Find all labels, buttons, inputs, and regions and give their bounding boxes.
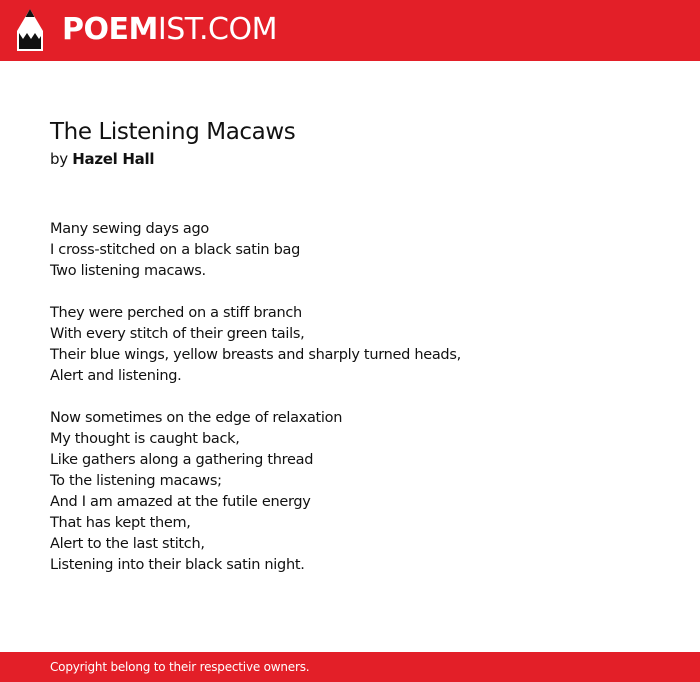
poem-line: That has kept them, [50,515,191,531]
by-label: by [50,150,68,168]
stanza-3 [50,408,670,576]
poem-body [50,219,670,597]
poem-line: Many sewing days ago [50,221,209,237]
poem-line: Alert and listening. [50,368,182,384]
poem-line: Now sometimes on the edge of relaxation [50,410,343,426]
poem-author: Hazel Hall [72,150,155,168]
pencil-logo-icon[interactable] [17,9,43,51]
poem-line: And I am amazed at the futile energy [50,494,311,510]
poem-title: The Listening Macaws [50,119,296,145]
site-footer [0,652,700,682]
poem-byline [50,149,670,169]
stanza-1 [50,219,670,282]
poem-line: Alert to the last stitch, [50,536,205,552]
poem-header [50,118,670,169]
site-header [0,0,700,61]
poem-line: Like gathers along a gathering thread [50,452,314,468]
poem-line: My thought is caught back, [50,431,240,447]
poem-line: Two listening macaws. [50,263,206,279]
poem-line: With every stitch of their green tails, [50,326,305,342]
stanza-2 [50,303,670,387]
poem-line: Their blue wings, yellow breasts and sharply turned heads, [50,347,461,363]
logo-text-bold: POEM [62,12,158,47]
poem-line: To the listening macaws; [50,473,222,489]
logo-text-light: IST.COM [157,12,277,47]
site-logo[interactable] [62,12,277,48]
poem-line: I cross-stitched on a black satin bag [50,242,300,258]
poem-line: Listening into their black satin night. [50,557,305,573]
poem-line: They were perched on a stiff branch [50,305,302,321]
copyright-text: Copyright belong to their respective owners. [50,660,310,674]
